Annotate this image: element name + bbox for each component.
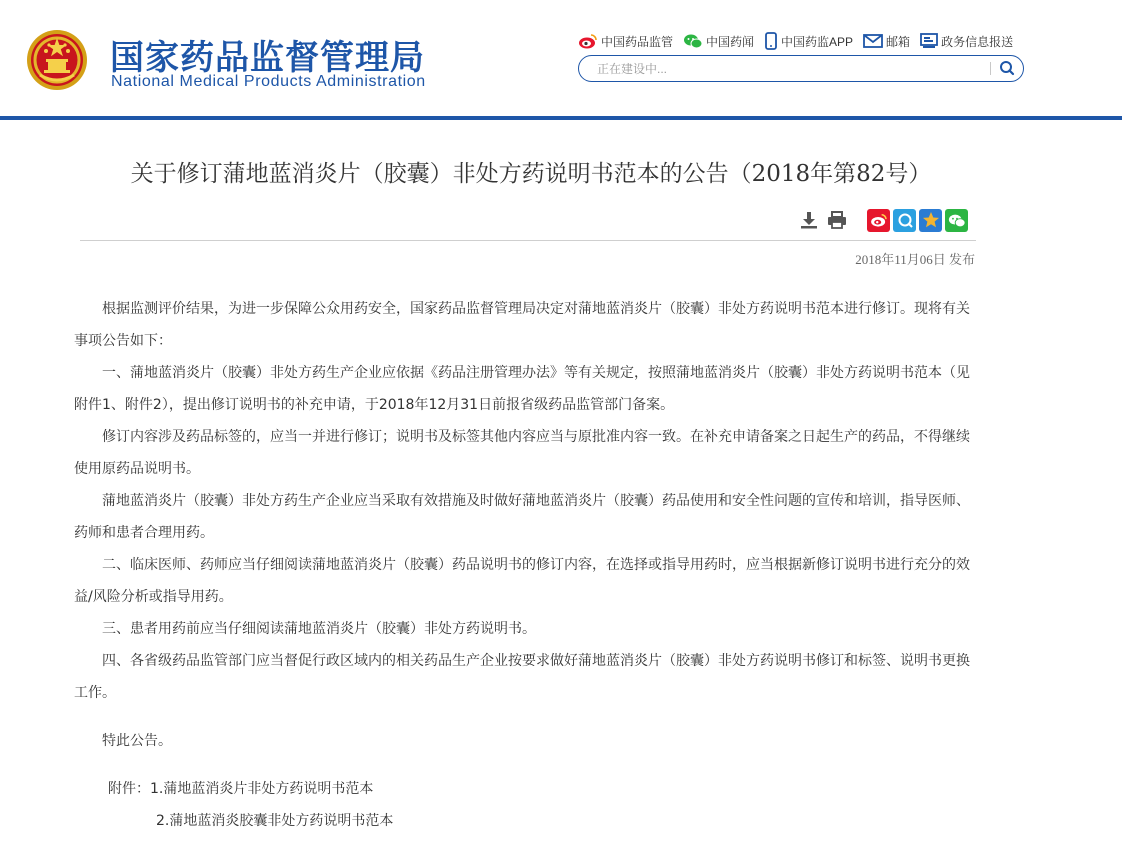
top-link-wechat[interactable] xyxy=(683,33,754,50)
site-header xyxy=(0,0,1122,116)
report-icon xyxy=(920,33,938,49)
top-link-app[interactable] xyxy=(764,32,853,50)
top-link-label: 中国药闻 xyxy=(706,34,755,49)
article-paragraph: 蒲地蓝消炎片（胶囊）非处方药生产企业应当采取有效措施及时做好蒲地蓝消炎片（胶囊）药品使用和安全性问题的宣传和培训，指导医师、药师和患者合理用药。 xyxy=(74,493,970,541)
article-paragraph: 根据监测评价结果，为进一步保障公众用药安全，国家药品监督管理局决定对蒲地蓝消炎片（胶囊）非处方药说明书范本进行修订。现将有关事项公告如下： xyxy=(74,301,970,349)
article-paragraph: 三、患者用药前应当仔细阅读蒲地蓝消炎片（胶囊）非处方药说明书。 xyxy=(102,621,536,637)
header-divider-bar xyxy=(0,116,1122,120)
article-paragraph: 修订内容涉及药品标签的，应当一并进行修订；说明书及标签其他内容应当与原批准内容一致。在补充申请备案之日起生产的药品，不得继续使用原药品说明书。 xyxy=(74,429,970,477)
publish-date: 2018年11月06日 发布 xyxy=(855,252,975,267)
article-body xyxy=(74,293,976,837)
mail-icon xyxy=(863,34,883,48)
qzone-icon xyxy=(897,212,913,228)
share-qzone-button[interactable] xyxy=(893,209,916,232)
top-link-label: 政务信息报送 xyxy=(941,34,1014,49)
attachments-list xyxy=(74,773,976,837)
download-icon xyxy=(799,210,819,230)
weibo-icon xyxy=(870,213,888,227)
article-paragraph: 四、各省级药品监管部门应当督促行政区域内的相关药品生产企业按要求做好蒲地蓝消炎片（胶囊）非处方药说明书修订和标签、说明书更换工作。 xyxy=(74,653,970,701)
search-icon[interactable] xyxy=(997,59,1017,77)
mobile-icon xyxy=(764,32,778,50)
search-input[interactable] xyxy=(597,60,977,77)
article-toolbar xyxy=(797,208,971,232)
search-box xyxy=(578,55,1024,82)
wechat-icon xyxy=(683,33,703,49)
share-wechat-button[interactable] xyxy=(945,209,968,232)
top-links xyxy=(578,31,1023,51)
article-paragraph: 二、临床医师、药师应当仔细阅读蒲地蓝消炎片（胶囊）药品说明书的修订内容，在选择或指导用药时，应当根据新修订说明书进行充分的效益/风险分析或指导用药。 xyxy=(74,557,970,605)
download-button[interactable] xyxy=(797,208,821,232)
share-favorite-button[interactable] xyxy=(919,209,942,232)
top-link-label: 邮箱 xyxy=(886,34,911,49)
wechat-icon xyxy=(948,213,966,228)
top-link-mail[interactable] xyxy=(863,33,910,50)
title-divider xyxy=(80,240,976,241)
national-emblem-icon xyxy=(26,29,88,91)
print-button[interactable] xyxy=(825,208,849,232)
print-icon xyxy=(827,210,847,230)
search-divider xyxy=(990,62,991,75)
closing-text: 特此公告。 xyxy=(102,733,172,749)
top-link-report[interactable] xyxy=(920,33,1013,50)
article-paragraph: 一、蒲地蓝消炎片（胶囊）非处方药生产企业应依据《药品注册管理办法》等有关规定，按照蒲地蓝消炎片（胶囊）非处方药说明书范本（见附件1、附件2），提出修订说明书的补充申请，于2018年12月31日前报省级药品监管部门备案。 xyxy=(74,365,970,413)
weibo-icon xyxy=(578,33,598,49)
attachment-link[interactable]: 附件：1.蒲地蓝消炎片非处方药说明书范本 xyxy=(108,781,374,797)
share-weibo-button[interactable] xyxy=(867,209,890,232)
top-link-label: 中国药品监管 xyxy=(601,34,674,49)
spacer xyxy=(74,709,976,725)
spacer xyxy=(74,757,976,773)
top-link-weibo[interactable] xyxy=(578,33,673,50)
site-title-chinese: 国家药品监督管理局 xyxy=(110,38,425,78)
star-icon xyxy=(922,211,940,229)
article-title: 关于修订蒲地蓝消炎片（胶囊）非处方药说明书范本的公告（2018年第82号） xyxy=(130,161,932,187)
attachment-link[interactable]: 2.蒲地蓝消炎胶囊非处方药说明书范本 xyxy=(156,813,394,829)
site-title-english: National Medical Products Administration xyxy=(111,73,426,90)
top-link-label: 中国药监APP xyxy=(781,34,854,49)
